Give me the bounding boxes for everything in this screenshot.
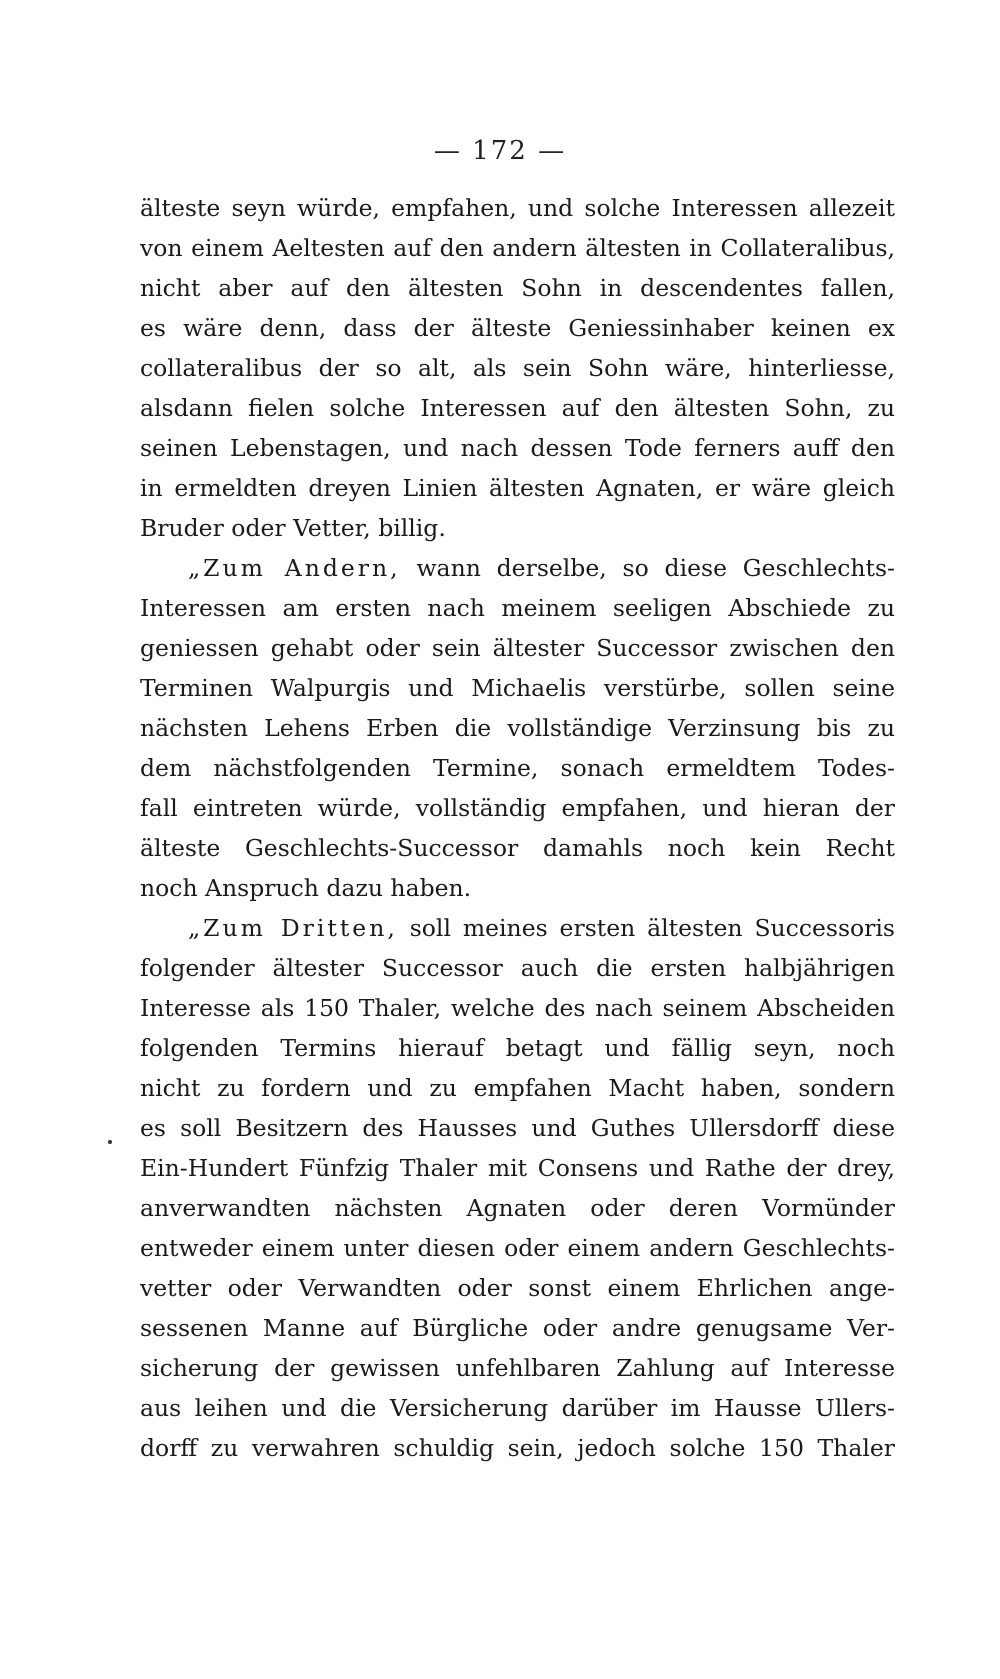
text-line: nicht aber auf den ältesten Sohn in descendentes fallen, bbox=[140, 274, 895, 302]
text-line: es wäre denn, dass der älteste Geniessinhaber keinen ex bbox=[140, 314, 895, 342]
text-line: folgender ältester Successor auch die ersten halbjährigen bbox=[140, 954, 895, 982]
text-line: noch Anspruch dazu haben. bbox=[140, 874, 472, 902]
page-number: — 172 — bbox=[433, 136, 567, 166]
text-line: in ermeldten dreyen Linien ältesten Agnaten, er wäre gleich bbox=[140, 474, 895, 502]
text-line: sessenen Manne auf Bürgliche oder andre genugsame Ver- bbox=[140, 1314, 895, 1342]
text-line: vetter oder Verwandten oder sonst einem Ehrlichen ange- bbox=[140, 1274, 895, 1302]
text-line: dorff zu verwahren schuldig sein, jedoch solche 150 Thaler bbox=[140, 1434, 895, 1462]
text-line-rest: soll meines ersten ältesten Successoris bbox=[409, 914, 895, 942]
text-line: alsdann fielen solche Interessen auf den ältesten Sohn, zu bbox=[140, 394, 895, 422]
text-line: fall eintreten würde, vollständig empfahen, und hieran der bbox=[140, 794, 895, 822]
text-line: aus leihen und die Versicherung darüber im Hausse Ullers- bbox=[140, 1394, 895, 1422]
paragraph-lead: „Zum Andern, bbox=[188, 554, 401, 582]
text-line: seinen Lebenstagen, und nach dessen Tode ferners auff den bbox=[140, 434, 895, 462]
paragraph-3 bbox=[140, 908, 895, 1468]
text-line bbox=[140, 548, 895, 588]
paragraph-2 bbox=[140, 548, 895, 908]
text-line: älteste Geschlechts-Successor damahls noch kein Recht bbox=[140, 834, 895, 862]
text-line: folgenden Termins hierauf betagt und fällig seyn, noch bbox=[140, 1034, 895, 1062]
text-line: Bruder oder Vetter, billig. bbox=[140, 514, 446, 542]
text-line: nächsten Lehens Erben die vollständige Verzinsung bis zu bbox=[140, 714, 895, 742]
text-line-rest: wann derselbe, so diese Geschlechts- bbox=[416, 554, 895, 582]
text-line: Terminen Walpurgis und Michaelis verstürbe, sollen seine bbox=[140, 674, 895, 702]
paragraph-lead: „Zum Dritten, bbox=[188, 914, 398, 942]
text-line: Interessen am ersten nach meinem seeligen Abschiede zu bbox=[140, 594, 895, 622]
paragraph-1 bbox=[140, 188, 895, 548]
text-line: Interesse als 150 Thaler, welche des nach seinem Abscheiden bbox=[140, 994, 895, 1022]
margin-mark bbox=[108, 1140, 112, 1144]
text-line: von einem Aeltesten auf den andern ältesten in Collateralibus, bbox=[140, 234, 895, 262]
text-line: es soll Besitzern des Hausses und Guthes Ullersdorff diese bbox=[140, 1114, 895, 1142]
body-text bbox=[140, 188, 895, 1468]
text-line: älteste seyn würde, empfahen, und solche Interessen allezeit bbox=[140, 194, 895, 222]
text-line: anverwandten nächsten Agnaten oder deren Vormünder bbox=[140, 1194, 895, 1222]
text-line: Ein-Hundert Fünfzig Thaler mit Consens und Rathe der drey, bbox=[140, 1154, 895, 1182]
text-line: geniessen gehabt oder sein ältester Successor zwischen den bbox=[140, 634, 895, 662]
text-line: dem nächstfolgenden Termine, sonach ermeldtem Todes- bbox=[140, 754, 895, 782]
text-line: collateralibus der so alt, als sein Sohn wäre, hinterliesse, bbox=[140, 354, 895, 382]
text-line: entweder einem unter diesen oder einem andern Geschlechts- bbox=[140, 1234, 895, 1262]
text-line: sicherung der gewissen unfehlbaren Zahlung auf Interesse bbox=[140, 1354, 895, 1382]
text-line bbox=[140, 908, 895, 948]
text-line: nicht zu fordern und zu empfahen Macht haben, sondern bbox=[140, 1074, 895, 1102]
